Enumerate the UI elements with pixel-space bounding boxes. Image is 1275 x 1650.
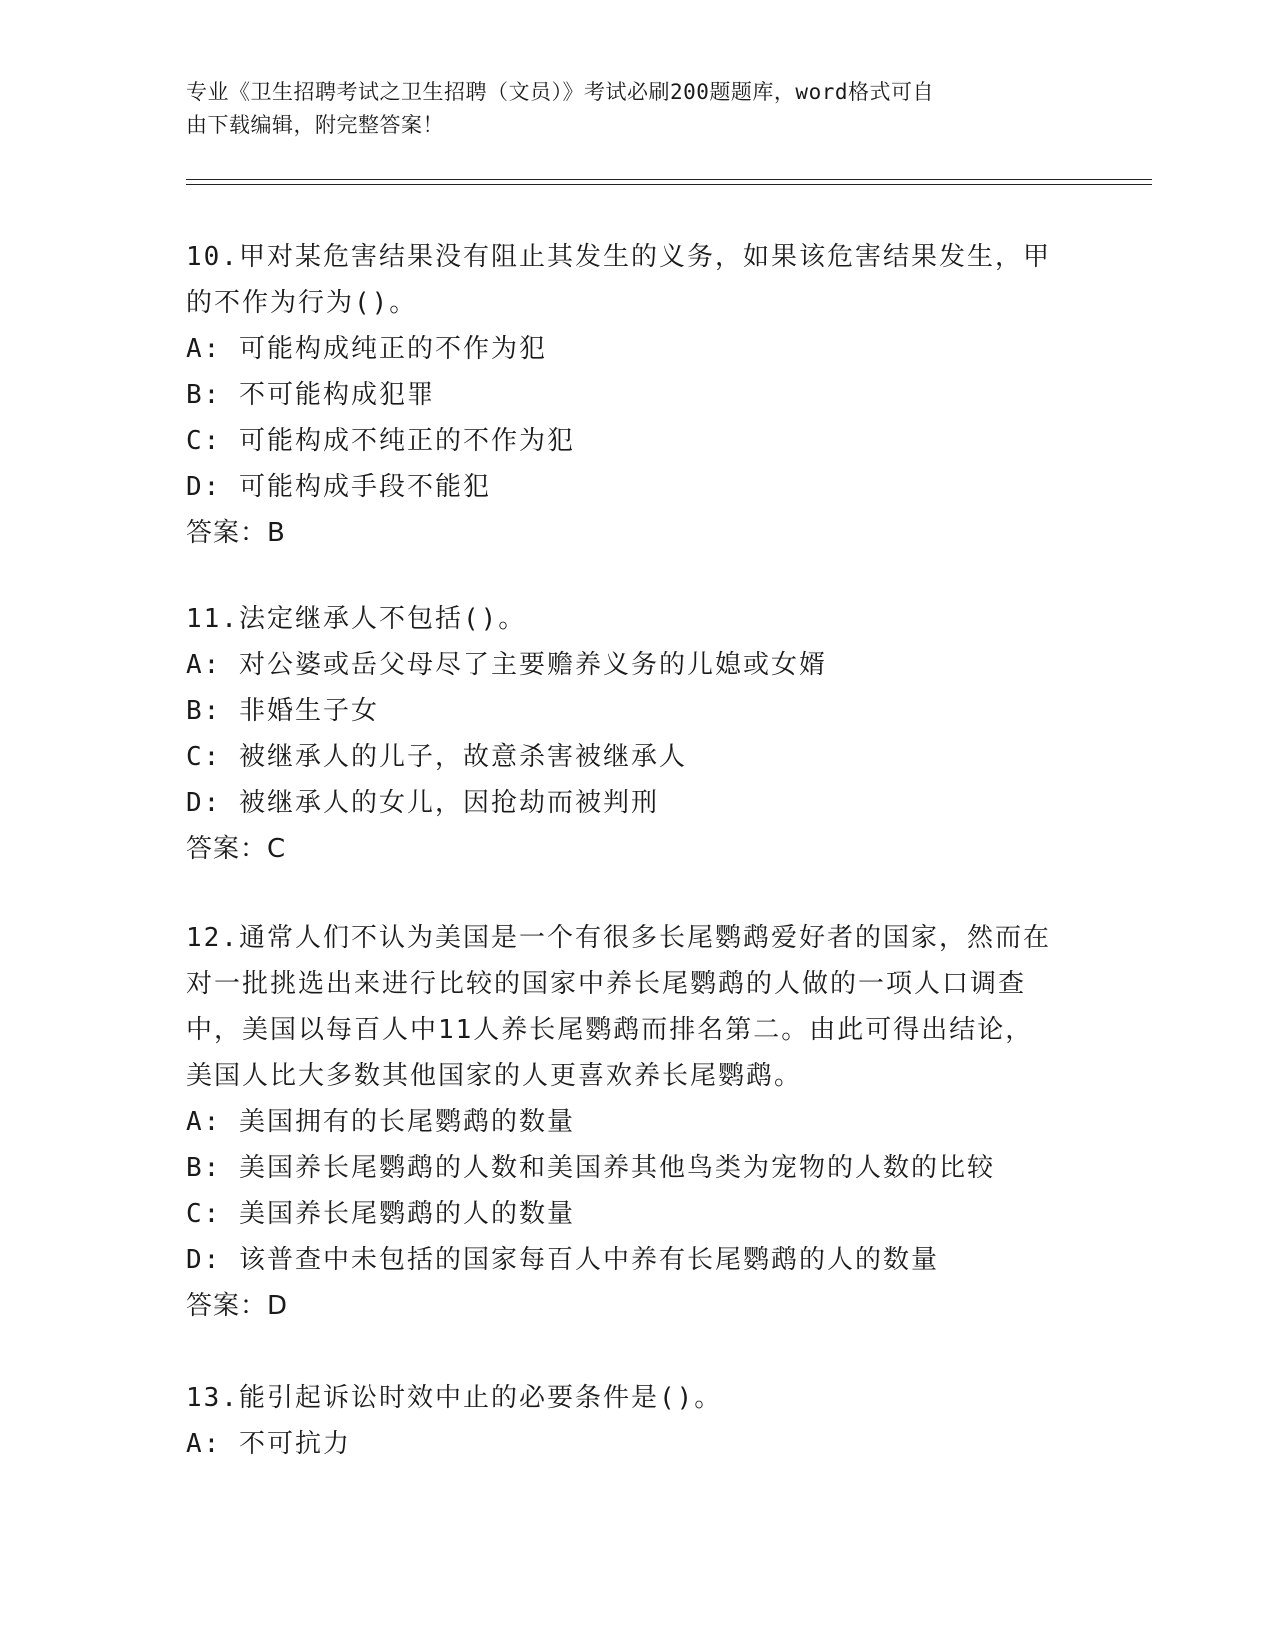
answer-line: 答案：C [186, 834, 287, 864]
question-stem-line: 12.通常人们不认为美国是一个有很多长尾鹦鹉爱好者的国家，然而在 [186, 923, 1051, 953]
option-b: B: 不可能构成犯罪 [186, 380, 435, 410]
option-a: A: 可能构成纯正的不作为犯 [186, 334, 547, 364]
answer-line: 答案：B [186, 518, 286, 548]
option-a: A: 不可抗力 [186, 1429, 351, 1459]
option-a: A: 美国拥有的长尾鹦鹉的数量 [186, 1107, 575, 1137]
question-stem-line: 的不作为行为()。 [186, 288, 418, 318]
header-divider [186, 184, 1152, 185]
question-stem-line: 对一批挑选出来进行比较的国家中养长尾鹦鹉的人做的一项人口调查 [186, 969, 1027, 999]
option-a: A: 对公婆或岳父母尽了主要赡养义务的儿媳或女婿 [186, 650, 827, 680]
question-12 [186, 915, 1086, 1329]
header-line: 由下载编辑，附完整答案！ [186, 113, 444, 137]
question-stem-line: 10.甲对某危害结果没有阻止其发生的义务，如果该危害结果发生，甲 [186, 242, 1051, 272]
header-divider [186, 179, 1152, 180]
question-stem-line: 13.能引起诉讼时效中止的必要条件是()。 [186, 1383, 723, 1413]
question-stem-line: 中，美国以每百人中11人养长尾鹦鹉而排名第二。由此可得出结论， [186, 1015, 1034, 1045]
option-c: C: 可能构成不纯正的不作为犯 [186, 426, 575, 456]
option-b: B: 非婚生子女 [186, 696, 379, 726]
question-stem-line: 11.法定继承人不包括()。 [186, 604, 527, 634]
question-stem-line: 美国人比大多数其他国家的人更喜欢养长尾鹦鹉。 [186, 1061, 803, 1091]
question-13 [186, 1375, 1086, 1467]
option-b: B: 美国养长尾鹦鹉的人数和美国养其他鸟类为宠物的人数的比较 [186, 1153, 995, 1183]
option-c: C: 美国养长尾鹦鹉的人的数量 [186, 1199, 575, 1229]
header-line: 专业《卫生招聘考试之卫生招聘（文员）》考试必刷200题题库，word格式可自 [186, 80, 934, 104]
option-d: D: 被继承人的女儿，因抢劫而被判刑 [186, 788, 659, 818]
document-header [186, 76, 1066, 142]
answer-line: 答案：D [186, 1291, 289, 1321]
option-d: D: 该普查中未包括的国家每百人中养有长尾鹦鹉的人的数量 [186, 1245, 939, 1275]
option-c: C: 被继承人的儿子，故意杀害被继承人 [186, 742, 687, 772]
question-10 [186, 234, 1086, 556]
question-11 [186, 596, 1086, 872]
option-d: D: 可能构成手段不能犯 [186, 472, 491, 502]
